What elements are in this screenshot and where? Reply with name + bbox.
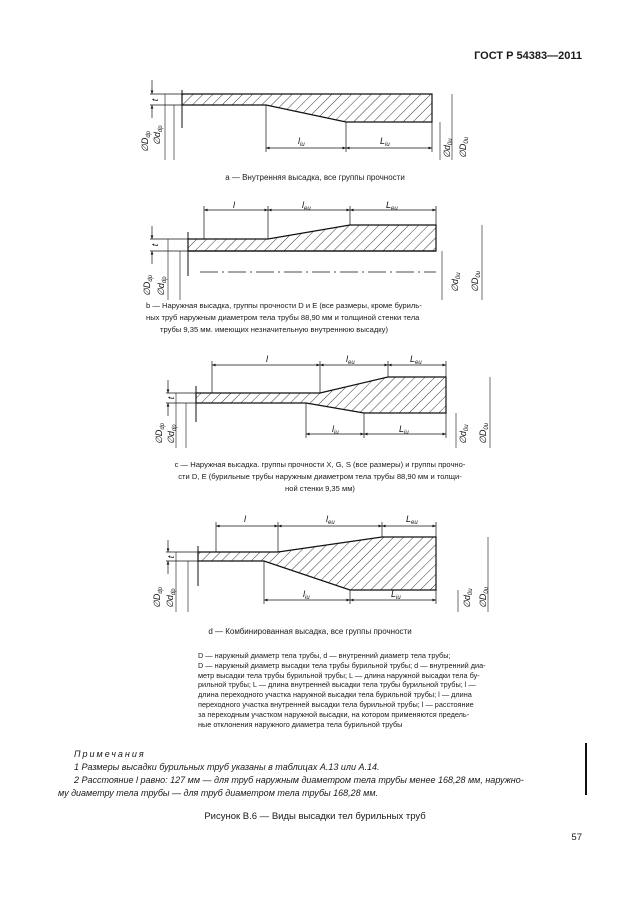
d0u-label-d: $\emptyset d_{0u}$: [462, 588, 474, 608]
Ddp-label-d: $\emptyset D_{dp}$: [152, 586, 164, 608]
ddp-label-a: $\emptyset d_{dp}$: [152, 125, 164, 145]
D0u-label-b: $\emptyset D_{0u}$: [470, 270, 482, 292]
figure-a-caption: a — Внутренняя высадка, все группы прочности: [225, 173, 405, 182]
change-bar: [585, 743, 587, 795]
Ddp-label-c: $\emptyset D_{dp}$: [154, 422, 166, 444]
note-1: 1 Размеры высадки бурильных труб указаны в таблицах А.13 или А.14.: [74, 762, 380, 772]
figure-a-drawing: [150, 80, 452, 160]
notes-heading: Примечания: [74, 749, 146, 759]
Leu-label-d: $L_{eu}$: [406, 514, 418, 526]
Ddp-label-b: $\emptyset D_{dp}$: [142, 274, 154, 296]
leu-label-b: $l_{eu}$: [302, 200, 311, 212]
d0u-label-a: $\emptyset d_{0u}$: [442, 138, 454, 158]
D0u-label-c: $\emptyset D_{0u}$: [478, 422, 490, 444]
Leu-label-c: $L_{eu}$: [410, 354, 422, 366]
liu-label-c: $l_{iu}$: [332, 424, 339, 436]
leu-label-c: $l_{eu}$: [346, 354, 355, 366]
figure-b-caption: b — Наружная высадка, группы прочности D и E (все размеры, кроме буриль- ных труб наружным диаметром тела трубы 88,90 мм и толщиной стенки тела трубы 9,35 мм. имеющих незначительную внутреннюю высадку): [146, 301, 422, 334]
ddp-label-c: $\emptyset d_{dp}$: [166, 424, 178, 444]
l-label-d: l: [244, 514, 246, 524]
symbol-legend: D — наружный диаметр тела трубы, d — внутренний диаметр тела трубы; D — наружный диаметр высадки тела трубы бурильной трубы; d — внутренний диа- метр высадки тела трубы бурильной трубы; L — длина наружной высадки тела бу- рильной трубы; L — длина внутренней высадки тела трубы бурильной трубы; l — длина переходного участка наружной высадки тела бурильной трубы; l — длина переходного участка внутренней высадки тела бурильной трубы; l — расстояние за переходным участком наружной высадки, на котором применяются предель- ные отклонения наружного диаметра тела бурильной трубы: [198, 651, 486, 729]
t-label: t: [166, 555, 176, 559]
D0u-label-a: $\emptyset D_{0u}$: [458, 136, 470, 158]
figure-b-drawing: [150, 206, 482, 300]
leu-label-d: $l_{eu}$: [326, 514, 335, 526]
Liu-label-d: $L_{iu}$: [391, 589, 401, 601]
figure-c-drawing: [166, 361, 490, 448]
Liu-label-c: $L_{iu}$: [399, 424, 409, 436]
D0u-label-d: $\emptyset D_{0u}$: [478, 586, 490, 608]
l-label-b: l: [233, 200, 235, 210]
Ddp-label-a: $\emptyset D_{dp}$: [140, 130, 152, 152]
t-label: t: [150, 98, 160, 102]
liu-label-a: $l_{iu}$: [298, 136, 305, 148]
t-label: t: [150, 243, 160, 247]
standard-header: ГОСТ Р 54383—2011: [474, 50, 582, 62]
note-2-continued: му диаметру тела трубы — для труб диаметром тела трубы 168,28 мм.: [58, 788, 379, 798]
notes-block: [58, 748, 594, 800]
figure-d-caption: d — Комбинированная высадка, все группы прочности: [208, 627, 412, 636]
Leu-label-b: $L_{eu}$: [386, 200, 398, 212]
d0u-label-b: $\emptyset d_{0u}$: [450, 272, 462, 292]
page-number: 57: [571, 832, 582, 843]
liu-label-d: $l_{iu}$: [303, 589, 310, 601]
t-label: t: [166, 396, 176, 400]
figure-d-drawing: [166, 522, 488, 612]
figure-c-caption: c — Наружная высадка. группы прочности X, G, S (все размеры) и группы прочно- сти D, E (бурильные трубы наружным диаметром тела трубы 88,90 мм и толщи- ной стенки 9,35 мм): [174, 460, 466, 493]
Liu-label-a: $L_{iu}$: [380, 136, 390, 148]
d0u-label-c: $\emptyset d_{0u}$: [458, 424, 470, 444]
figure-caption: Рисунок В.6 — Виды высадки тел бурильных труб: [204, 811, 426, 822]
ddp-label-d: $\emptyset d_{dp}$: [165, 588, 177, 608]
note-2: 2 Расстояние l равно: 127 мм — для труб наружным диаметром тела трубы менее 168,28 мм, наружно-: [74, 775, 524, 785]
l-label-c: l: [266, 354, 268, 364]
ddp-label-b: $\emptyset d_{dp}$: [156, 276, 168, 296]
